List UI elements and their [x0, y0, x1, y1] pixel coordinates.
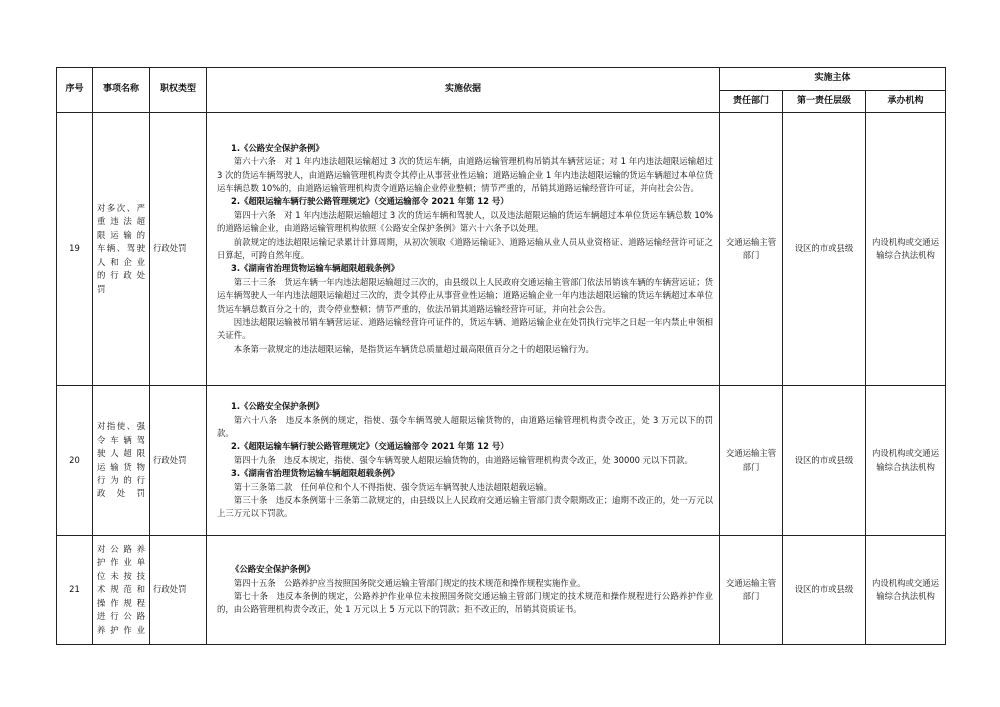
item-name-line: 对指使、强	[97, 421, 145, 432]
header-org: 承办机构	[866, 91, 946, 113]
item-name-line: 进行公路	[97, 611, 145, 622]
law-article: 第四十五条 公路养护应当按照国务院交通运输主管部门规定的技术规范和操作规程实施作业。	[233, 577, 586, 588]
item-name	[93, 536, 150, 645]
row-number: 19	[57, 113, 93, 386]
item-name	[93, 113, 150, 386]
table-row	[57, 386, 946, 536]
item-name-line: 罚	[97, 283, 106, 294]
item-name-line: 位未按技	[97, 570, 145, 581]
row-number: 20	[57, 386, 93, 536]
header-no: 序号	[57, 68, 93, 113]
basis-text	[207, 536, 720, 645]
law-title: 《公路安全保护条例》	[231, 564, 315, 575]
basis-text	[207, 386, 720, 536]
power-type: 行政处罚	[150, 113, 207, 386]
item-name-line: 对多次、严	[97, 203, 145, 214]
item-name-line: 驶人超限	[97, 448, 145, 459]
table-row	[57, 536, 946, 645]
item-name-line: 术规范和	[97, 584, 145, 595]
responsible-dept: 交通运输主管部门	[720, 386, 783, 536]
law-article: 第十三条第二款 任何单位和个人不得指使、强令货运车辆驾驶人违法超限超载运输。	[233, 481, 553, 492]
item-name-line: 的行政处	[97, 270, 145, 281]
law-article: 前款规定的违法超限运输记录累计计算周期，从初次领取《道路运输证》、道路运输从业人员从业资格证、道路运输经营许可证之日算起，可跨自然年度。	[217, 236, 713, 260]
law-title: 2.《超限运输车辆行驶公路管理规定》（交通运输部令 2021 年第 12 号）	[231, 196, 509, 207]
item-name-line: 令车辆驾	[97, 434, 145, 445]
law-title: 1.《公路安全保护条例》	[231, 401, 324, 412]
handling-org: 内设机构或交通运输综合执法机构	[866, 536, 946, 645]
item-name-line: 对公路养	[97, 544, 145, 555]
item-name	[93, 386, 150, 536]
law-article: 第六十六条 对 1 年内违法超限运输超过 3 次的货运车辆，由道路运输管理机构吊销其车辆营运证；对 1 年内违法超限运输超过 3 次的货运车辆驾驶人，由道路运输管理机构责令其停止从事营业性运输；道路运输企业 1 年内违法超限运输的货运车辆超过本单位货运车辆总数 10%的，由道路运输管理机构责令道路运输企业停业整顿；情节严重的，吊销其道路运输经营许可证，并向社会公告。	[217, 156, 714, 193]
law-title: 2.《超限运输车辆行驶公路管理规定》（交通运输部令 2021 年第 12 号）	[231, 441, 509, 452]
power-type: 行政处罚	[150, 536, 207, 645]
responsible-level: 设区的市或县级	[783, 113, 866, 386]
law-article: 第六十八条 违反本条例的规定，指使、强令车辆驾驶人超限运输货物的，由道路运输管理机构责令改正，处 3 万元以下的罚款。	[217, 414, 713, 438]
law-article: 因违法超限运输被吊销车辆营运证、道路运输经营许可证件的，货运车辆、道路运输企业在处罚执行完毕之日起一年内禁止申领相关证件。	[217, 317, 713, 341]
law-title: 3.《湖南省治理货物运输车辆超限超载条例》	[231, 468, 400, 479]
authority-table	[56, 67, 946, 645]
header-basis: 实施依据	[207, 68, 720, 113]
item-name-line: 养护作业	[97, 624, 145, 635]
item-name-line: 运输货物	[97, 461, 145, 472]
responsible-level: 设区的市或县级	[783, 386, 866, 536]
law-title: 1.《公路安全保护条例》	[231, 142, 324, 153]
law-article: 第七十条 违反本条例的规定，公路养护作业单位未按照国务院交通运输主管部门规定的技术规范和操作规程进行公路养护作业的，由公路管理机构责令改正，处 1 万元以上 5 万元以下的罚款；拒不改正的，吊销其资质证书。	[217, 591, 713, 615]
table-row	[57, 113, 946, 386]
law-article: 第三十三条 货运车辆一年内违法超限运输超过三次的，由县级以上人民政府交通运输主管部门依法吊销该车辆的车辆营运证；货运车辆驾驶人一年内违法超限运输超过三次的，责令其停止从事营业性运输；道路运输企业一年内违法超限运输的货运车辆超过本单位货运车辆总数百分之十的，责令停业整顿；情节严重的，依法吊销其道路运输经营许可证，并向社会公告。	[217, 276, 713, 314]
header-item-name: 事项名称	[93, 68, 150, 113]
header-subject: 实施主体	[720, 68, 946, 91]
item-name-line: 操作规程	[97, 597, 145, 608]
responsible-dept: 交通运输主管部门	[720, 113, 783, 386]
handling-org: 内设机构或交通运输综合执法机构	[866, 386, 946, 536]
law-article: 本条第一款规定的违法超限运输，是指货运车辆货总质量超过最高限值百分之十的超限运输行为。	[233, 343, 594, 354]
law-article: 第四十六条 对 1 年内违法超限运输超过 3 次的货运车辆和驾驶人，以及违法超限运输的货运车辆超过本单位货运车辆总数 10%的道路运输企业，由道路运输管理机构依照《公路安全保护条例》第六十六条予以处理。	[217, 209, 713, 234]
header-level: 第一责任层级	[783, 91, 866, 113]
item-name-line: 护作业单	[97, 557, 145, 568]
header-power-type: 职权类型	[150, 68, 207, 113]
law-title: 3.《湖南省治理货物运输车辆超限超载条例》	[231, 263, 400, 274]
item-name-line: 限运输的	[97, 229, 145, 240]
power-type: 行政处罚	[150, 386, 207, 536]
item-name-line: 重违法超	[97, 216, 145, 227]
item-name-line: 行为的行	[97, 474, 145, 485]
item-name-line: 车辆、驾驶	[97, 243, 145, 254]
law-article: 第三十条 违反本条例第十三条第二款规定的，由县级以上人民政府交通运输主管部门责令限期改正；逾期不改正的，处一万元以上三万元以下罚款。	[217, 495, 713, 519]
header-dept: 责任部门	[720, 91, 783, 113]
basis-text	[207, 113, 720, 386]
item-name-line: 人和企业	[97, 256, 145, 267]
item-name-line: 政处罚	[97, 488, 145, 499]
responsible-level: 设区的市或县级	[783, 536, 866, 645]
handling-org: 内设机构或交通运输综合执法机构	[866, 113, 946, 386]
row-number: 21	[57, 536, 93, 645]
responsible-dept: 交通运输主管部门	[720, 536, 783, 645]
law-article: 第四十九条 违反本规定，指使、强令车辆驾驶人超限运输货物的，由道路运输管理机构责令改正，处 30000 元以下罚款。	[233, 454, 693, 465]
